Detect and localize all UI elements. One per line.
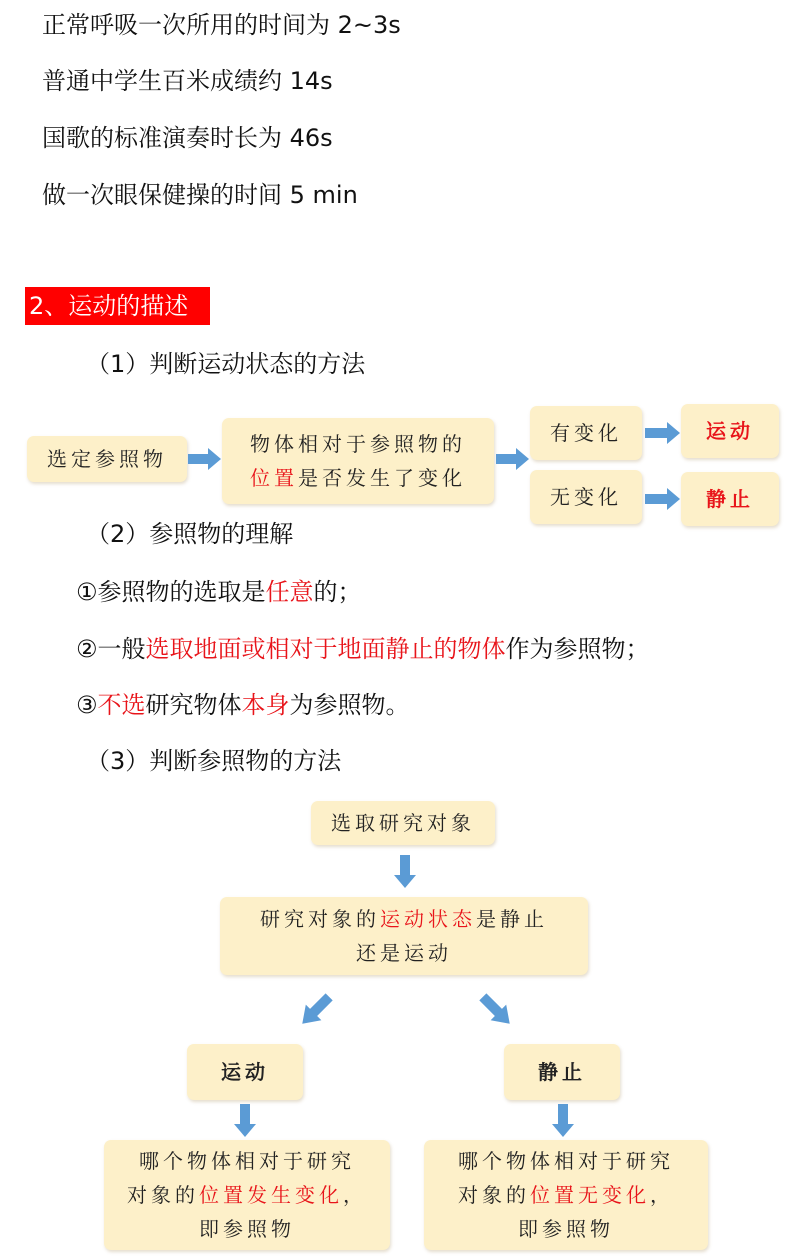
right-result-line2 [424,1178,708,1212]
right-result-suffix: ， [650,1183,674,1207]
item3-mid: 研究物体 [145,691,242,719]
item3-red2: 本身 [241,691,290,719]
arrow-down-right-icon [476,990,518,1032]
part2-heading: （2）参照物的理解 [86,520,294,548]
motion-state-line1 [220,902,588,936]
still-branch-label: 静止 [538,1060,586,1084]
still-branch-box [504,1044,620,1100]
select-object-label: 选取研究对象 [331,811,475,835]
select-reference-label: 选定参照物 [47,447,167,471]
motion-state-box [220,897,588,975]
moving-branch-box [187,1044,303,1100]
understanding-item-1 [76,575,362,609]
item3-prefix: ③ [76,691,98,719]
arrow-down-icon [551,1104,575,1138]
position-change-line2 [222,461,494,495]
moving-box [681,404,779,458]
right-result-red: 位置无变化 [530,1183,650,1207]
arrow-right-icon [645,487,681,511]
left-result-prefix: 对象的 [127,1183,199,1207]
part1-heading: （1）判断运动状态的方法 [86,350,366,378]
select-reference-box [27,436,187,482]
section-title: 2、运动的描述 [25,287,210,325]
item3-suffix: 为参照物。 [289,691,410,719]
position-red-text: 位置 [250,466,298,490]
motion-state-line2: 还是运动 [356,941,452,965]
select-object-box [311,801,495,845]
item2-prefix: ②一般 [76,635,146,663]
arrow-right-icon [496,447,530,471]
arrow-down-left-icon [294,990,336,1032]
item2-suffix: 作为参照物； [505,635,650,663]
left-result-red: 位置发生变化 [199,1183,343,1207]
understanding-item-3 [76,688,410,722]
arrow-down-icon [233,1104,257,1138]
moving-label: 运动 [706,419,754,443]
left-result-line3: 即参照物 [199,1217,295,1241]
position-change-rest: 是否发生了变化 [298,466,466,490]
changed-label: 有变化 [550,421,622,445]
intro-line-anthem: 国歌的标准演奏时长为 46s [42,124,333,152]
still-label: 静止 [706,487,754,511]
item1-suffix: 的； [313,578,362,606]
understanding-item-2 [76,632,650,666]
motion-state-prefix: 研究对象的 [260,907,380,931]
left-result-box [104,1140,390,1250]
intro-line-sprint: 普通中学生百米成绩约 14s [42,67,333,95]
position-change-line1: 物体相对于参照物的 [250,432,466,456]
arrow-down-icon [393,855,417,889]
part3-heading: （3）判断参照物的方法 [86,747,342,775]
unchanged-label: 无变化 [550,485,622,509]
left-result-suffix: ， [343,1183,367,1207]
arrow-right-icon [645,421,681,445]
left-result-line2 [104,1178,390,1212]
changed-box [530,406,642,460]
still-box [681,472,779,526]
arrow-right-icon [188,447,222,471]
motion-state-red: 运动状态 [380,907,476,931]
right-result-line1: 哪个物体相对于研究 [458,1149,674,1173]
position-change-box [222,418,494,504]
item2-red: 选取地面或相对于地面静止的物体 [145,635,506,663]
moving-branch-label: 运动 [221,1060,269,1084]
unchanged-box [530,470,642,524]
left-result-line1: 哪个物体相对于研究 [139,1149,355,1173]
item3-red1: 不选 [97,691,146,719]
item1-red: 任意 [265,578,314,606]
right-result-box [424,1140,708,1250]
right-result-prefix: 对象的 [458,1183,530,1207]
right-result-line3: 即参照物 [518,1217,614,1241]
motion-state-suffix: 是静止 [476,907,548,931]
intro-line-eye-exercise: 做一次眼保健操的时间 5 min [42,181,358,209]
intro-line-breathing: 正常呼吸一次所用的时间为 2~3s [42,11,401,39]
item1-prefix: ①参照物的选取是 [76,578,266,606]
